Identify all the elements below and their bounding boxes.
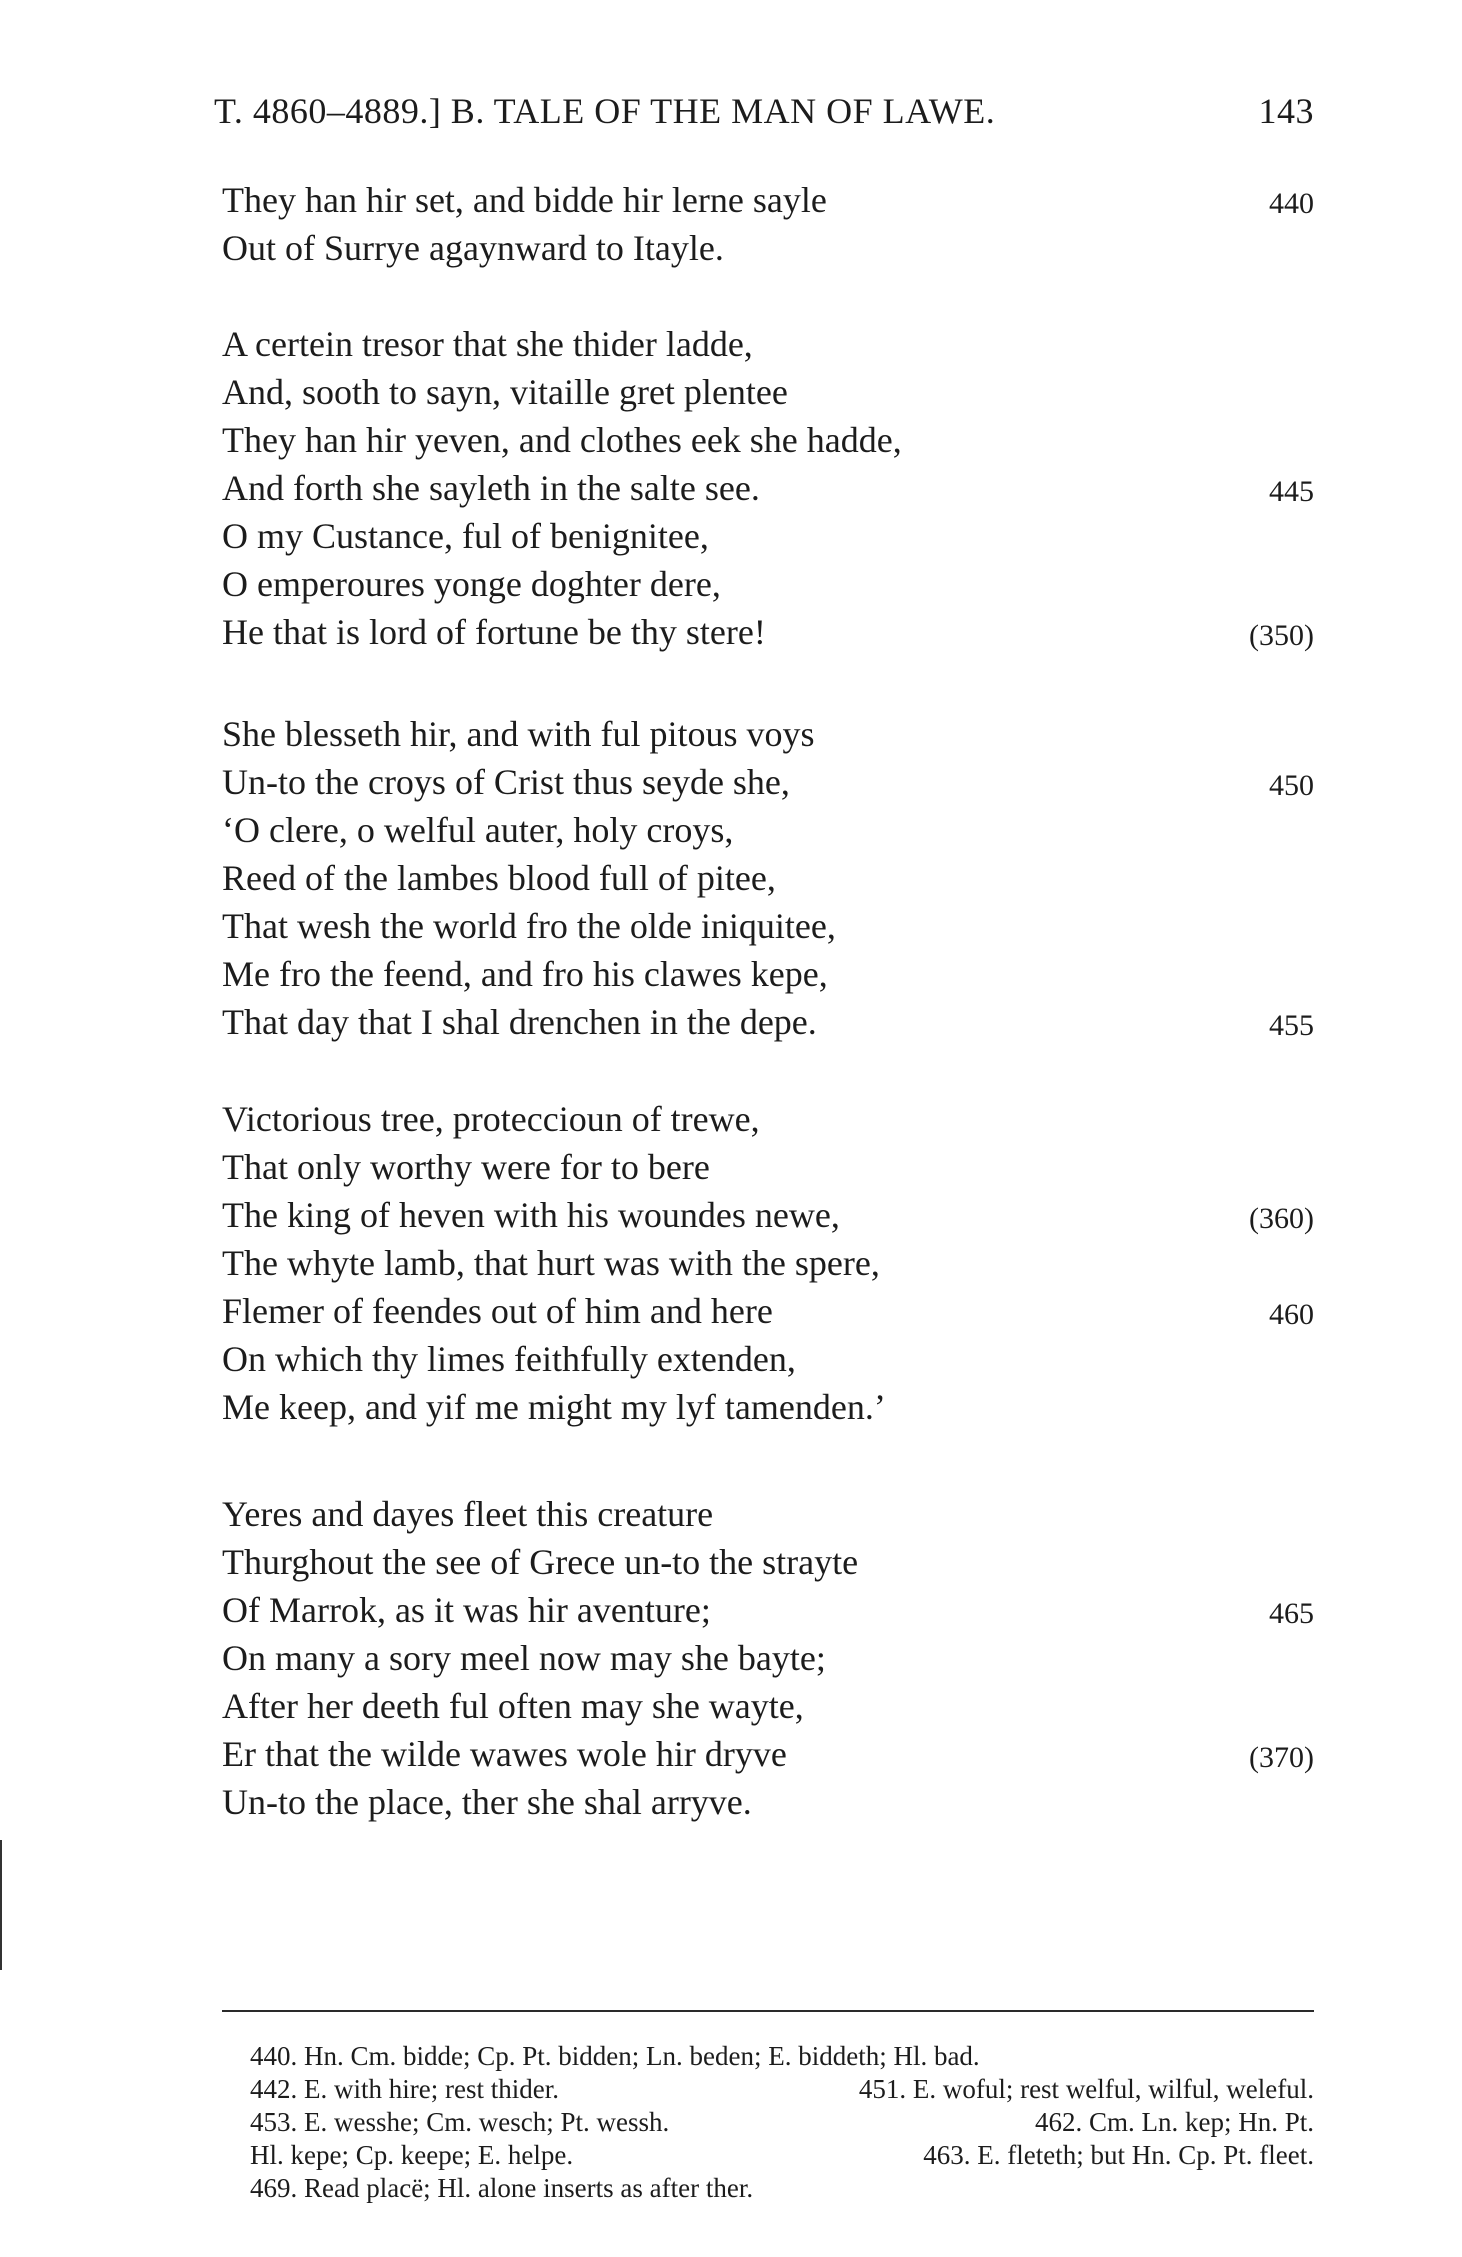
verse-line: The king of heven with his woundes newe, (360) [222, 1191, 1314, 1239]
line-number: 455 [1269, 1009, 1314, 1042]
margin-mark [0, 1840, 2, 1970]
verse-line: Thurghout the see of Grece un-to the strayte [222, 1542, 859, 1582]
line-number: (370) [1249, 1741, 1314, 1774]
line-number: 465 [1269, 1597, 1314, 1630]
verse-line: On many a sory meel now may she bayte; [222, 1638, 826, 1678]
verse-line: Me fro the feend, and fro his clawes kepe, [222, 954, 828, 994]
verse-line: O emperoures yonge doghter dere, [222, 564, 721, 604]
footnote-line: Hl. kepe; Cp. keepe; E. helpe. 463. E. fleteth; but Hn. Cp. Pt. fleet. [250, 2140, 1314, 2170]
verse-line: The whyte lamb, that hurt was with the spere, [222, 1243, 880, 1283]
verse-line: Er that the wilde wawes wole hir dryve (370) [222, 1730, 1314, 1778]
verse-line: ‘O clere, o welful auter, holy croys, [222, 810, 734, 850]
verse-line: Of Marrok, as it was hir aventure; 465 [222, 1586, 1314, 1634]
running-header [214, 90, 1314, 140]
verse-line: And forth she sayleth in the salte see. 445 [222, 464, 1314, 512]
line-number: (350) [1249, 619, 1314, 652]
verse-line: Flemer of feendes out of him and here 460 [222, 1287, 1314, 1335]
stanza-3 [222, 710, 1314, 1046]
verse-line: That day that I shal drenchen in the depe. 455 [222, 998, 1314, 1046]
verse-line: Me keep, and yif me might my lyf tamenden.’ [222, 1387, 886, 1427]
verse-line: On which thy limes feithfully extenden, [222, 1339, 796, 1379]
verse-line: That only worthy were for to bere [222, 1147, 710, 1187]
line-number: 440 [1269, 187, 1314, 220]
footnote-divider [222, 2010, 1314, 2012]
footnote-line: 442. E. with hire; rest thider. 451. E. woful; rest welful, wilful, weleful. [250, 2074, 1314, 2104]
verse-line: After her deeth ful often may she wayte, [222, 1686, 804, 1726]
running-head: T. 4860–4889.] B. TALE OF THE MAN OF LAWE. [214, 91, 996, 131]
verse-line: He that is lord of fortune be thy stere! (350) [222, 608, 1314, 656]
line-number: 460 [1269, 1298, 1314, 1331]
footnote-line: 453. E. wesshe; Cm. wesch; Pt. wessh. 462. Cm. Ln. kep; Hn. Pt. [250, 2107, 1314, 2137]
verse-line: She blesseth hir, and with ful pitous voys [222, 714, 815, 754]
footnote-line: 469. Read placë; Hl. alone inserts as after ther. [250, 2173, 754, 2203]
line-number: 445 [1269, 475, 1314, 508]
verse-line: Un-to the croys of Crist thus seyde she, 450 [222, 758, 1314, 806]
stanza-1 [222, 176, 1314, 272]
line-number: (360) [1249, 1202, 1314, 1235]
verse-line: That wesh the world fro the olde iniquitee, [222, 906, 836, 946]
verse-line: And, sooth to sayn, vitaille gret plentee [222, 372, 788, 412]
verse-line: Un-to the place, ther she shal arryve. [222, 1782, 752, 1822]
footnote-line: 440. Hn. Cm. bidde; Cp. Pt. bidden; Ln. beden; E. biddeth; Hl. bad. [250, 2041, 980, 2071]
stanza-4 [222, 1095, 1314, 1431]
verse-line: Yeres and dayes fleet this creature [222, 1494, 714, 1534]
verse-line: They han hir set, and bidde hir lerne sayle 440 [222, 176, 1314, 224]
verse-line: Victorious tree, proteccioun of trewe, [222, 1099, 760, 1139]
footnotes [250, 2040, 1314, 2205]
verse-line: Out of Surrye agaynward to Itayle. [222, 228, 724, 268]
verse-line: A certein tresor that she thider ladde, [222, 324, 753, 364]
page-number: 143 [1258, 91, 1314, 131]
verse-line: They han hir yeven, and clothes eek she hadde, [222, 420, 902, 460]
line-number: 450 [1269, 769, 1314, 802]
verse-line: O my Custance, ful of benignitee, [222, 516, 709, 556]
verse-line: Reed of the lambes blood full of pitee, [222, 858, 776, 898]
stanza-2 [222, 320, 1314, 656]
stanza-5 [222, 1490, 1314, 1826]
